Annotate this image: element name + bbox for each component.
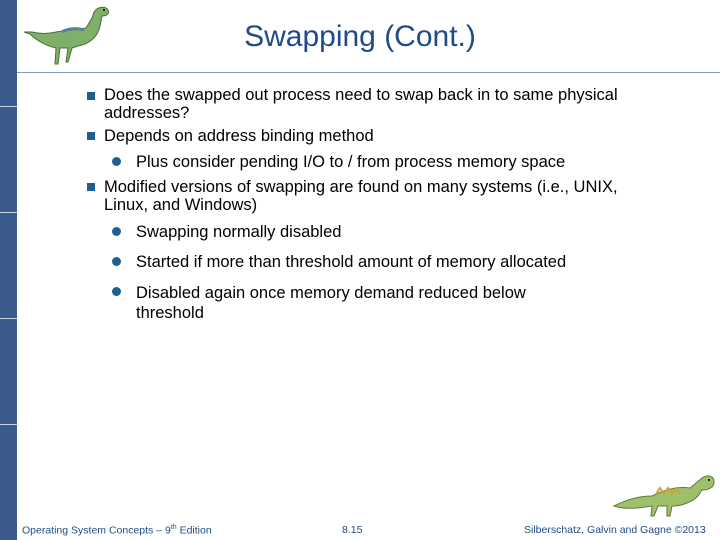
footer-copyright: Silberschatz, Galvin and Gagne ©2013: [524, 524, 706, 536]
sidebar-stripe: [0, 106, 17, 107]
sidebar-stripe: [0, 424, 17, 425]
sub-bullet-marker: [112, 157, 121, 166]
bullet-marker: [87, 92, 95, 100]
slide-title: Swapping (Cont.): [244, 20, 476, 53]
bullet-marker: [87, 183, 95, 191]
left-sidebar-bar: [0, 0, 17, 540]
sub-bullet-text: Swapping normally disabled: [136, 223, 342, 241]
bullet-marker: [87, 132, 95, 140]
sub-bullet-text: Disabled again once memory demand reduced below threshold: [136, 284, 526, 322]
bullet-text: Modified versions of swapping are found on many systems (i.e., UNIX, Linux, and Windows): [104, 178, 618, 214]
sidebar-stripe: [0, 318, 17, 319]
bullet-text: Depends on address binding method: [104, 127, 374, 145]
sidebar-stripe: [0, 212, 17, 213]
sub-bullet-marker: [112, 287, 121, 296]
sub-bullet-text: Plus consider pending I/O to / from process memory space: [136, 153, 566, 171]
footer-edition-sup: th: [170, 524, 177, 531]
sub-bullet-marker: [112, 227, 121, 236]
bullet-text: Does the swapped out process need to swap back in to same physical addresses?: [104, 86, 618, 122]
sub-bullet-marker: [112, 257, 121, 266]
footer-edition-text: Edition: [176, 524, 212, 537]
footer-page-number: 8.15: [342, 524, 363, 536]
title-divider: [17, 72, 720, 73]
dinosaur-icon: [612, 462, 717, 520]
footer-book-title-text: Operating System Concepts – 9: [22, 524, 171, 537]
footer-book-title: [22, 524, 212, 537]
sub-bullet-text: Started if more than threshold amount of memory allocated: [136, 253, 567, 271]
